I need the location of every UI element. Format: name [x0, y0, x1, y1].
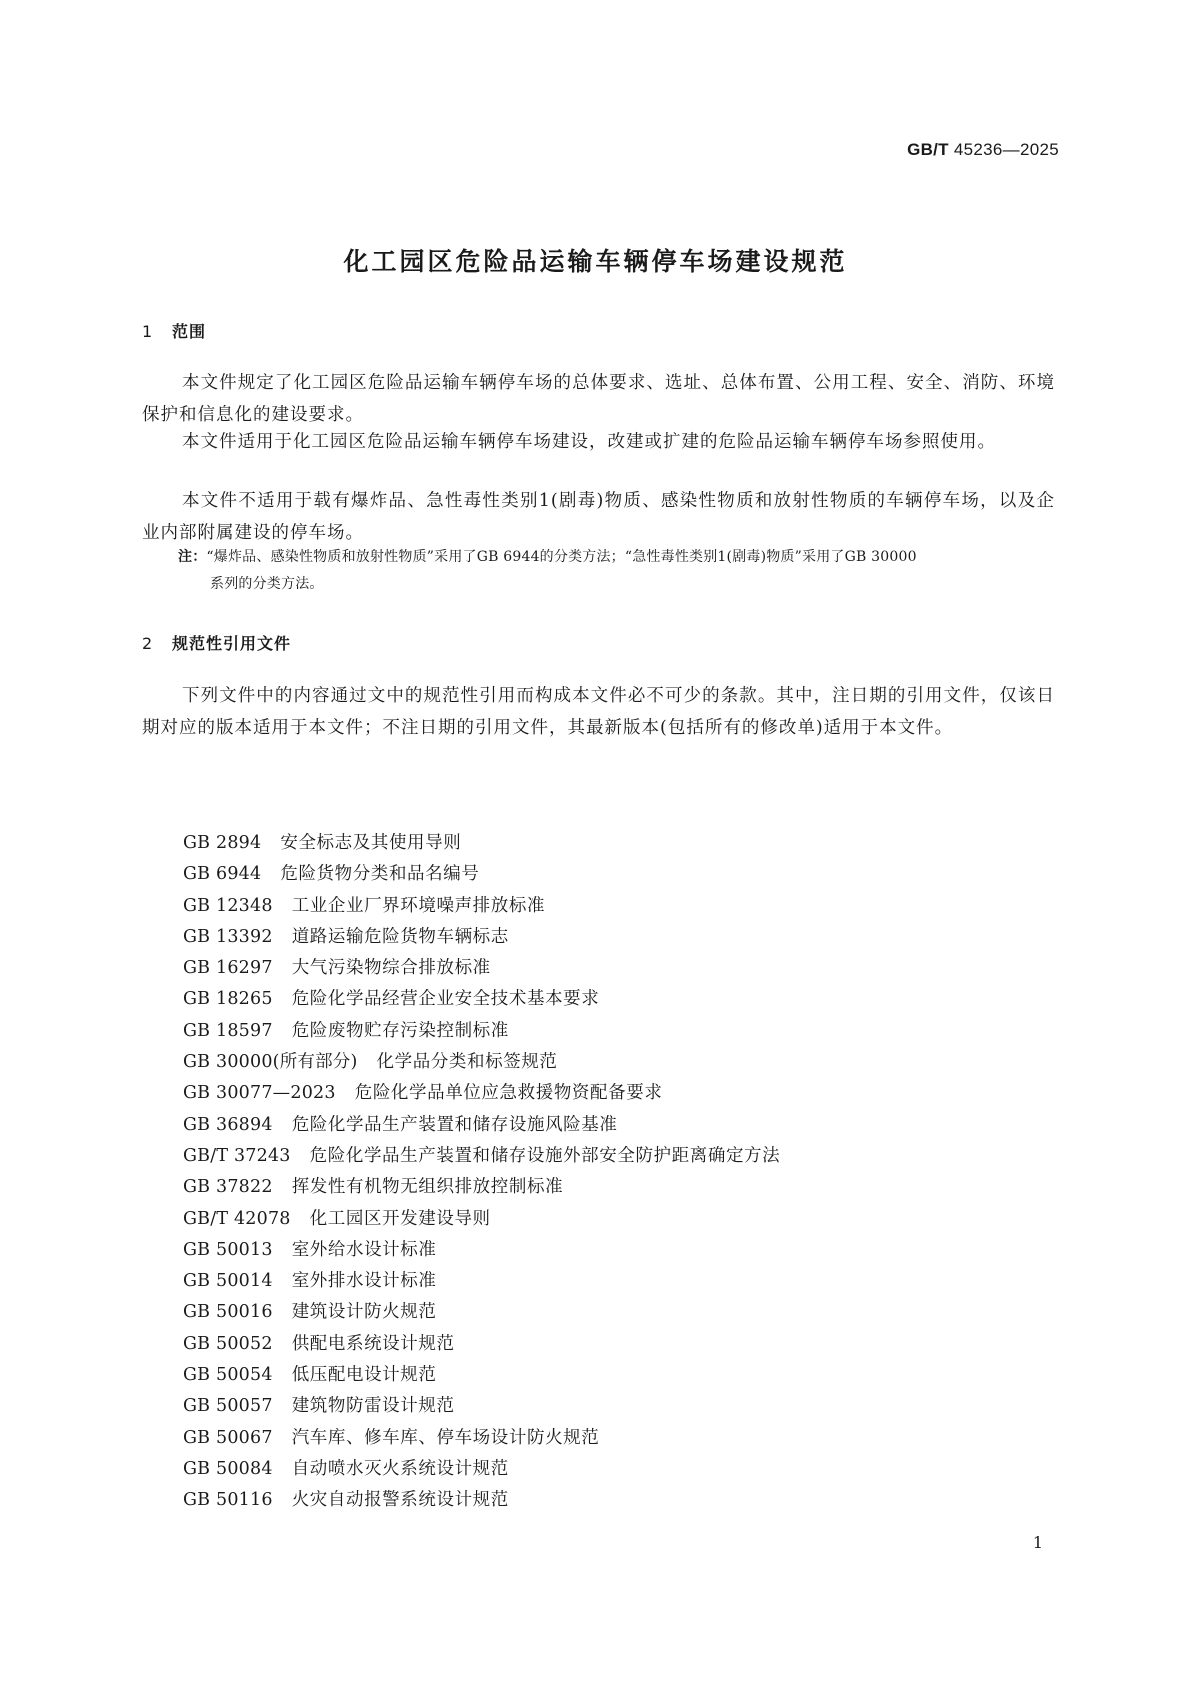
reference-item — [183, 1235, 780, 1266]
reference-title: 危险化学品单位应急救援物资配备要求 — [354, 1083, 663, 1104]
scope-note — [178, 544, 1060, 598]
reference-item — [183, 1172, 780, 1203]
reference-item — [183, 984, 780, 1015]
reference-title: 低压配电设计规范 — [291, 1365, 437, 1386]
reference-code: GB 50054 — [183, 1365, 273, 1386]
reference-item — [183, 1360, 780, 1391]
reference-item — [183, 1485, 780, 1516]
note-label: 注： — [178, 549, 207, 565]
reference-item — [183, 1047, 780, 1078]
reference-item — [183, 1110, 780, 1141]
reference-item — [183, 922, 780, 953]
reference-item — [183, 859, 780, 890]
reference-code: GB 50016 — [183, 1302, 273, 1323]
reference-item — [183, 1266, 780, 1297]
reference-item — [183, 828, 780, 859]
reference-code: GB 50052 — [183, 1333, 273, 1354]
reference-title: 挥发性有机物无组织排放控制标准 — [291, 1177, 564, 1198]
reference-title: 化工园区开发建设导则 — [309, 1208, 491, 1229]
standard-code-prefix: GB/T — [907, 140, 949, 159]
reference-title: 工业企业厂界环境噪声排放标准 — [291, 895, 546, 916]
reference-title: 危险化学品经营企业安全技术基本要求 — [291, 989, 600, 1010]
reference-title: 室外给水设计标准 — [291, 1239, 437, 1260]
reference-code: GB 36894 — [183, 1114, 273, 1135]
reference-item — [183, 1204, 780, 1235]
normative-references-list — [183, 828, 780, 1517]
reference-title: 建筑物防雷设计规范 — [291, 1396, 455, 1417]
standard-code — [907, 140, 1059, 160]
reference-code: GB 2894 — [183, 833, 262, 853]
reference-code: GB 50067 — [183, 1427, 273, 1448]
reference-item — [183, 1391, 780, 1422]
standard-code-number: 45236—2025 — [953, 140, 1059, 159]
reference-code: GB 50057 — [183, 1396, 273, 1417]
section-number: 1 — [142, 322, 154, 341]
reference-code: GB 30077—2023 — [183, 1083, 336, 1104]
reference-title: 危险废物贮存污染控制标准 — [291, 1020, 509, 1041]
reference-item — [183, 1329, 780, 1360]
reference-code: GB 16297 — [183, 958, 273, 979]
section-title: 范围 — [172, 322, 207, 341]
reference-title: 汽车库、修车库、停车场设计防火规范 — [291, 1427, 600, 1448]
reference-code: GB 30000(所有部分) — [183, 1052, 358, 1073]
reference-item — [183, 1454, 780, 1485]
reference-code: GB 18597 — [183, 1020, 273, 1041]
section-number: 2 — [142, 634, 154, 653]
reference-code: GB 50014 — [183, 1271, 273, 1292]
reference-code: GB 50116 — [183, 1490, 273, 1511]
reference-code: GB 6944 — [183, 864, 262, 885]
reference-item — [183, 1141, 780, 1172]
reference-item — [183, 891, 780, 922]
scope-paragraph-3: 本文件不适用于载有爆炸品、急性毒性类别1(剧毒)物质、感染性物质和放射性物质的车辆停车场，以及企业内部附属建设的停车场。 — [142, 491, 1055, 543]
references-intro-paragraph: 下列文件中的内容通过文中的规范性引用而构成本文件必不可少的条款。其中，注日期的引用文件，仅该日期对应的版本适用于本文件；不注日期的引用文件，其最新版本(包括所有的修改单)适用于本文件。 — [142, 686, 1055, 738]
reference-title: 安全标志及其使用导则 — [280, 833, 462, 853]
section-title: 规范性引用文件 — [172, 634, 292, 653]
reference-code: GB 12348 — [183, 895, 273, 916]
reference-title: 道路运输危险货物车辆标志 — [291, 926, 509, 947]
reference-item — [183, 1078, 780, 1109]
reference-code: GB/T 42078 — [183, 1208, 291, 1229]
reference-code: GB/T 37243 — [183, 1145, 291, 1166]
section-2-heading — [142, 631, 291, 654]
reference-title: 供配电系统设计规范 — [291, 1333, 455, 1354]
reference-title: 化学品分类和标签规范 — [376, 1052, 558, 1073]
reference-title: 危险货物分类和品名编号 — [280, 864, 480, 885]
reference-code: GB 18265 — [183, 989, 273, 1010]
reference-code: GB 50084 — [183, 1458, 273, 1479]
reference-item — [183, 1423, 780, 1454]
reference-item — [183, 1297, 780, 1328]
reference-title: 建筑设计防火规范 — [291, 1302, 437, 1323]
reference-title: 大气污染物综合排放标准 — [291, 958, 491, 979]
note-text-line-1: “爆炸品、感染性物质和放射性物质”采用了GB 6944的分类方法；“急性毒性类别1(剧毒)物质”采用了GB 30000 — [206, 549, 917, 565]
reference-title: 室外排水设计标准 — [291, 1271, 437, 1292]
document-title: 化工园区危险品运输车辆停车场建设规范 — [343, 247, 848, 276]
reference-item — [183, 953, 780, 984]
reference-item — [183, 1016, 780, 1047]
reference-title: 危险化学品生产装置和储存设施风险基准 — [291, 1114, 618, 1135]
section-1-heading — [142, 319, 206, 342]
scope-paragraph-2: 本文件适用于化工园区危险品运输车辆停车场建设，改建或扩建的危险品运输车辆停车场参照使用。 — [182, 432, 996, 452]
page-number: 1 — [1032, 1533, 1043, 1552]
scope-paragraph-1: 本文件规定了化工园区危险品运输车辆停车场的总体要求、选址、总体布置、公用工程、安全、消防、环境保护和信息化的建设要求。 — [142, 373, 1055, 425]
reference-title: 危险化学品生产装置和储存设施外部安全防护距离确定方法 — [309, 1145, 781, 1166]
reference-title: 自动喷水灭火系统设计规范 — [291, 1458, 509, 1479]
reference-code: GB 37822 — [183, 1177, 273, 1198]
reference-code: GB 50013 — [183, 1239, 273, 1260]
reference-code: GB 13392 — [183, 926, 273, 947]
reference-title: 火灾自动报警系统设计规范 — [291, 1490, 509, 1511]
note-text-line-2: 系列的分类方法。 — [210, 576, 324, 592]
